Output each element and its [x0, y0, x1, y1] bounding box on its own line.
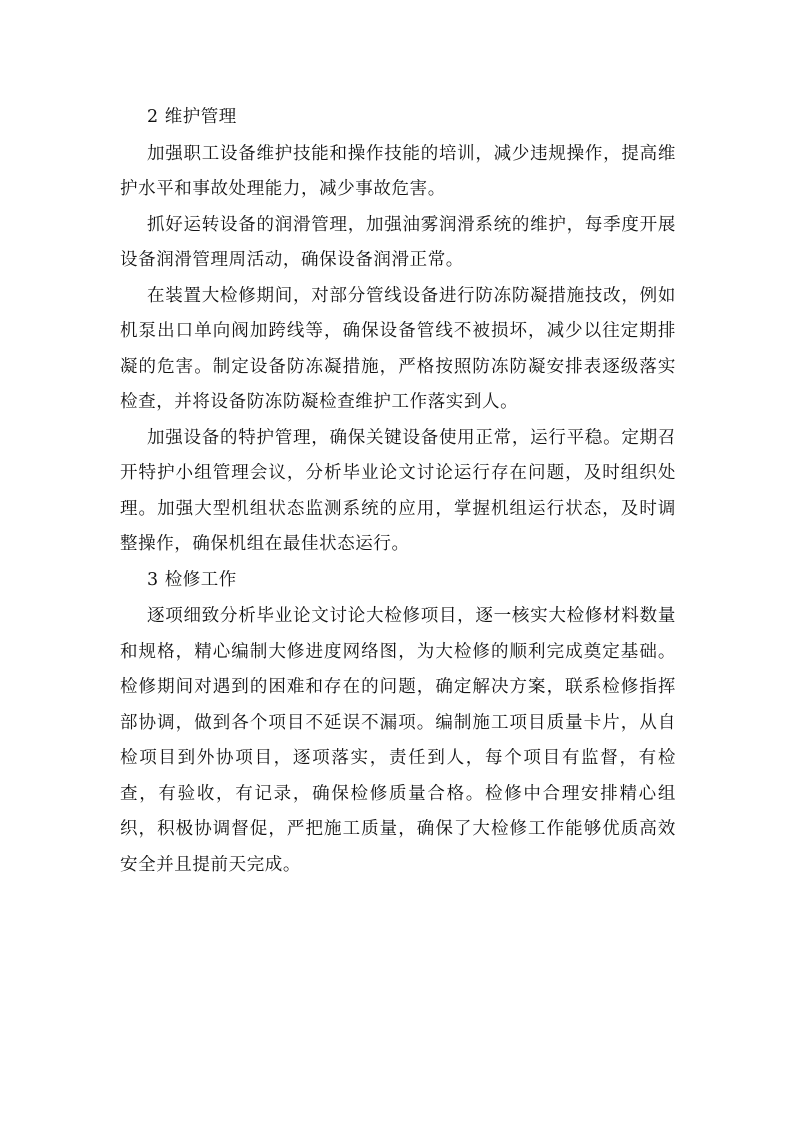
section-heading-maintenance-management: 2 维护管理: [147, 107, 237, 127]
paragraph-overhaul: 逐项细致分析毕业论文讨论大检修项目，逐一核实大检修材料数量和规格，精心编制大修进度网络图，为大检修的顺利完成奠定基础。检修期间对遇到的困难和存在的问题，确定解决方案，联系检修指挥部协调，做到各个项目不延误不漏项。编制施工项目质量卡片，从自检项目到外协项目，逐项落实，责任到人，每个项目有监督，有检查，有验收，有记录，确保检修质量合格。检修中合理安排精心组织，积极协调督促，严把施工质量，确保了大检修工作能够优质高效安全并且提前天完成。: [120, 606, 676, 875]
paragraph-antifreeze: 在装置大检修期间，对部分管线设备进行防冻防凝措施技改，例如机泵出口单向阀加跨线等，确保设备管线不被损坏，减少以往定期排凝的危害。制定设备防冻凝措施，严格按照防冻防凝安排表逐级落实检查，并将设备防冻防凝检查维护工作落实到人。: [120, 285, 676, 412]
paragraph-special-care: 加强设备的特护管理，确保关键设备使用正常，运行平稳。定期召开特护小组管理会议，分析毕业论文讨论运行存在问题，及时组织处理。加强大型机组状态监测系统的应用，掌握机组运行状态，及时调整操作，确保机组在最佳状态运行。: [120, 427, 676, 554]
paragraph-training: 加强职工设备维护技能和操作技能的培训，减少违规操作，提高维护水平和事故处理能力，减少事故危害。: [120, 143, 676, 199]
paragraph-lubrication: 抓好运转设备的润滑管理，加强油雾润滑系统的维护，每季度开展设备润滑管理周活动，确保设备润滑正常。: [120, 214, 676, 270]
section-heading-overhaul-work: 3 检修工作: [147, 569, 237, 590]
document-body: [120, 100, 676, 883]
